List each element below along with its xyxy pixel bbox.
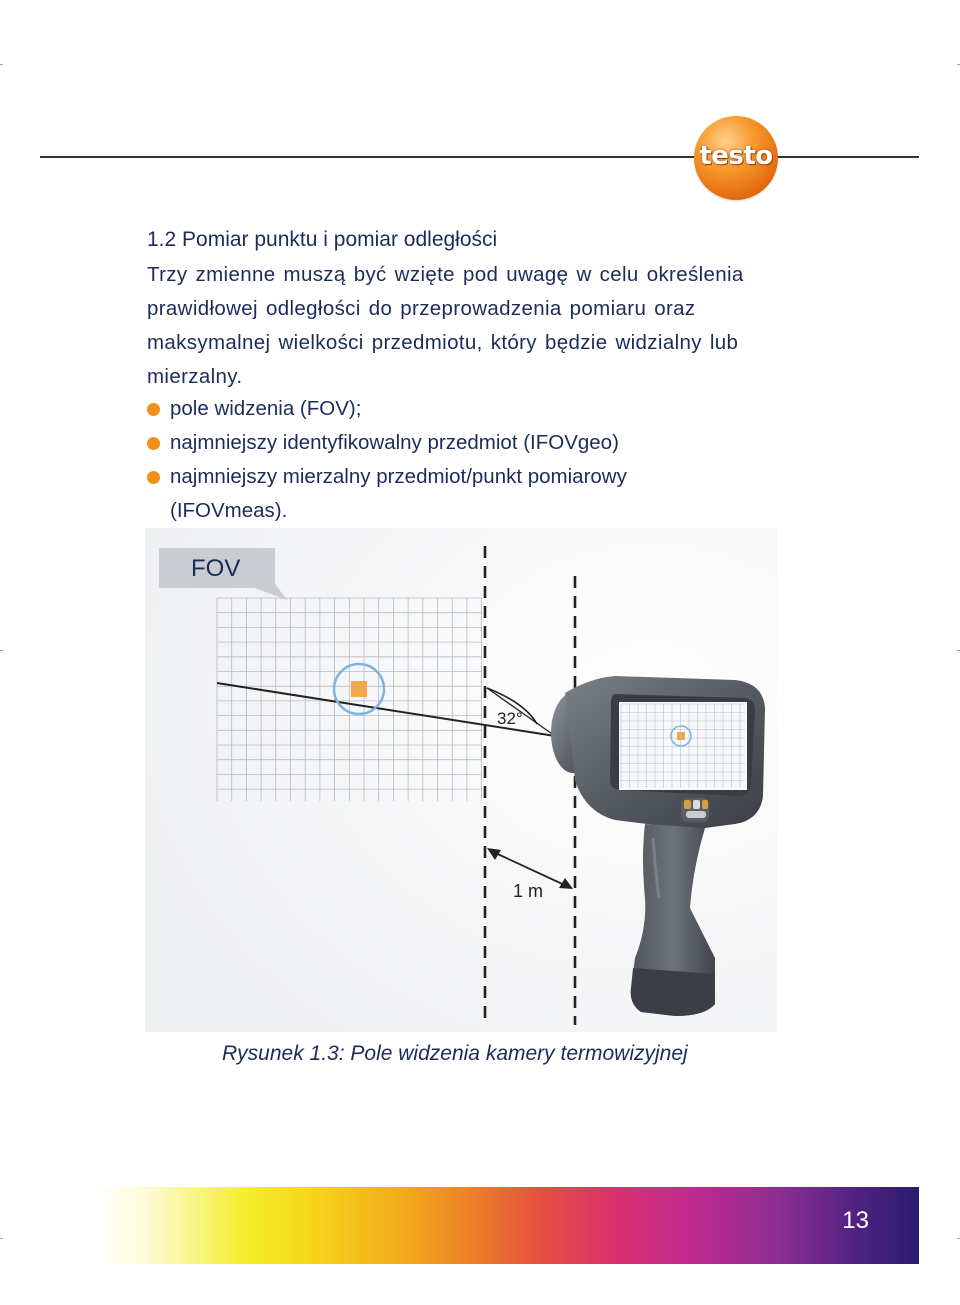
target-square [351, 681, 367, 697]
screen-target-square [677, 732, 685, 740]
fov-figure [145, 528, 777, 1032]
footer-gradient-band [98, 1187, 919, 1264]
crop-mark [0, 650, 3, 651]
angle-label: 32° [497, 709, 523, 728]
camera-buttons [681, 798, 709, 822]
page-number: 13 [842, 1207, 869, 1234]
paragraph-line: Trzy zmienne muszą być wzięte pod uwagę w celu określenia [147, 263, 744, 286]
distance-label: 1 m [513, 881, 544, 901]
bullet-dot [147, 403, 160, 416]
testo-logo [694, 116, 778, 200]
bullet-continuation: (IFOVmeas). [170, 499, 288, 522]
fov-illustration [145, 528, 777, 1032]
figure-caption: Rysunek 1.3: Pole widzenia kamery termowizyjnej [222, 1042, 688, 1065]
paragraph-line: mierzalny. [147, 365, 243, 388]
paragraph-line: maksymalnej wielkości przedmiotu, który będzie widzialny lub [147, 331, 739, 354]
bullet-item: najmniejszy identyfikowalny przedmiot (IFOVgeo) [170, 431, 619, 454]
bullet-item: najmniejszy mierzalny przedmiot/punkt pomiarowy [170, 465, 627, 488]
paragraph-line: prawidłowej odległości do przeprowadzenia pomiaru oraz [147, 297, 696, 320]
bullet-dot [147, 471, 160, 484]
fov-label: FOV [191, 555, 241, 582]
handle-base [631, 968, 715, 1016]
crop-mark [0, 1238, 3, 1239]
header-rule [40, 156, 919, 158]
logo-text: testo [699, 141, 773, 171]
crop-mark [0, 64, 3, 65]
bullet-item: pole widzenia (FOV); [170, 397, 362, 420]
section-title: 1.2 Pomiar punktu i pomiar odległości [147, 228, 498, 251]
bullet-dot [147, 437, 160, 450]
